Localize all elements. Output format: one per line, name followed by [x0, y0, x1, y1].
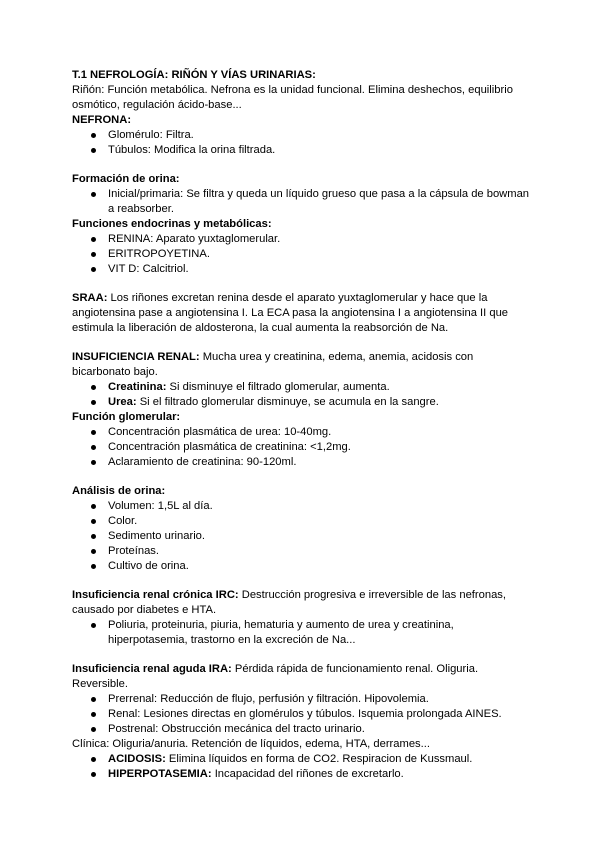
list-item: Poliuria, proteinuria, piuria, hematuria y aumento de urea y creatinina, hiperpotasemia, trastorno en la excreción de Na...: [72, 618, 532, 648]
list-item: Sedimento urinario.: [72, 529, 532, 544]
irc-text: Destrucción progresiva e irreversible de las nefronas, causado por diabetes e HTA.: [72, 589, 507, 616]
ira-label: Insuficiencia renal aguda IRA:: [72, 663, 232, 675]
irc-list: [72, 618, 532, 648]
item-text: Si el filtrado glomerular disminuye, se acumula en la sangre.: [136, 396, 439, 408]
page-title: T.1 NEFROLOGÍA: RIÑÓN Y VÍAS URINARIAS:: [72, 69, 316, 81]
document-page: [72, 68, 532, 782]
clinica-paragraph: Clínica: Oliguria/anuria. Retención de líquidos, edema, HTA, derrames...: [72, 738, 430, 750]
list-item: Aclaramiento de creatinina: 90-120ml.: [72, 455, 532, 470]
list-item: [72, 752, 532, 767]
formacion-list: [72, 187, 532, 217]
list-item: [72, 380, 532, 395]
funcion-glomerular-list: [72, 425, 532, 470]
nefrona-heading: NEFRONA:: [72, 114, 132, 126]
funcion-glomerular-heading: Función glomerular:: [72, 411, 181, 423]
list-item: Color.: [72, 514, 532, 529]
insuficiencia-text: Mucha urea y creatinina, edema, anemia, acidosis con bicarbonato bajo.: [72, 351, 474, 378]
nefrona-list: [72, 128, 532, 158]
irc-label: Insuficiencia renal crónica IRC:: [72, 589, 239, 601]
list-item: Volumen: 1,5L al día.: [72, 499, 532, 514]
sraa-label: SRAA:: [72, 292, 108, 304]
list-item: Prerrenal: Reducción de flujo, perfusión y filtración. Hipovolemia.: [72, 692, 532, 707]
item-label: ACIDOSIS:: [108, 753, 166, 765]
rinon-paragraph: Riñón: Función metabólica. Nefrona es la unidad funcional. Elimina deshechos, equilibrio osmótico, regulación ácido-base...: [72, 84, 513, 111]
irc-paragraph: [72, 588, 532, 618]
insuficiencia-list: [72, 380, 532, 410]
list-item: Glomérulo: Filtra.: [72, 128, 532, 143]
list-item: Concentración plasmática de urea: 10-40mg.: [72, 425, 532, 440]
item-label: Urea:: [108, 396, 137, 408]
sraa-text: Los riñones excretan renina desde el aparato yuxtaglomerular y hace que la angiotensina pase a angiotensina I. La ECA pasa la angiotensina I a angiotensina II que estimula la liberación de aldosterona, la cual aumenta la reabsorción de Na.: [72, 292, 509, 334]
formacion-heading: Formación de orina:: [72, 173, 180, 185]
item-text: Elimina líquidos en forma de CO2. Respiracion de Kussmaul.: [165, 753, 473, 765]
list-item: [72, 767, 532, 782]
item-text: Incapacidad del riñones de excretarlo.: [211, 768, 404, 780]
insuficiencia-paragraph: [72, 350, 532, 380]
list-item: Renal: Lesiones directas en glomérulos y túbulos. Isquemia prolongada AINES.: [72, 707, 532, 722]
list-item: RENINA: Aparato yuxtaglomerular.: [72, 232, 532, 247]
list-item: Túbulos: Modifica la orina filtrada.: [72, 143, 532, 158]
list-item: [72, 395, 532, 410]
ira-text: Pérdida rápida de funcionamiento renal. Oliguria. Reversible.: [72, 663, 479, 690]
list-item: ERITROPOYETINA.: [72, 247, 532, 262]
item-text: Si disminuye el filtrado glomerular, aumenta.: [166, 381, 390, 393]
sraa-paragraph: [72, 291, 532, 336]
insuficiencia-label: INSUFICIENCIA RENAL:: [72, 351, 200, 363]
list-item: VIT D: Calcitriol.: [72, 262, 532, 277]
list-item: Cultivo de orina.: [72, 559, 532, 574]
analisis-heading: Análisis de orina:: [72, 485, 166, 497]
list-item: Postrenal: Obstrucción mecánica del tracto urinario.: [72, 722, 532, 737]
list-item: Inicial/primaria: Se filtra y queda un líquido grueso que pasa a la cápsula de bowman a reabsorber.: [72, 187, 532, 217]
funciones-list: [72, 232, 532, 277]
item-label: Creatinina:: [108, 381, 167, 393]
item-label: HIPERPOTASEMIA:: [108, 768, 212, 780]
analisis-list: [72, 499, 532, 574]
ira-paragraph: [72, 662, 532, 692]
list-item: Concentración plasmática de creatinina: <1,2mg.: [72, 440, 532, 455]
funciones-heading: Funciones endocrinas y metabólicas:: [72, 218, 272, 230]
complicaciones-list: [72, 752, 532, 782]
ira-list: [72, 692, 532, 737]
list-item: Proteínas.: [72, 544, 532, 559]
